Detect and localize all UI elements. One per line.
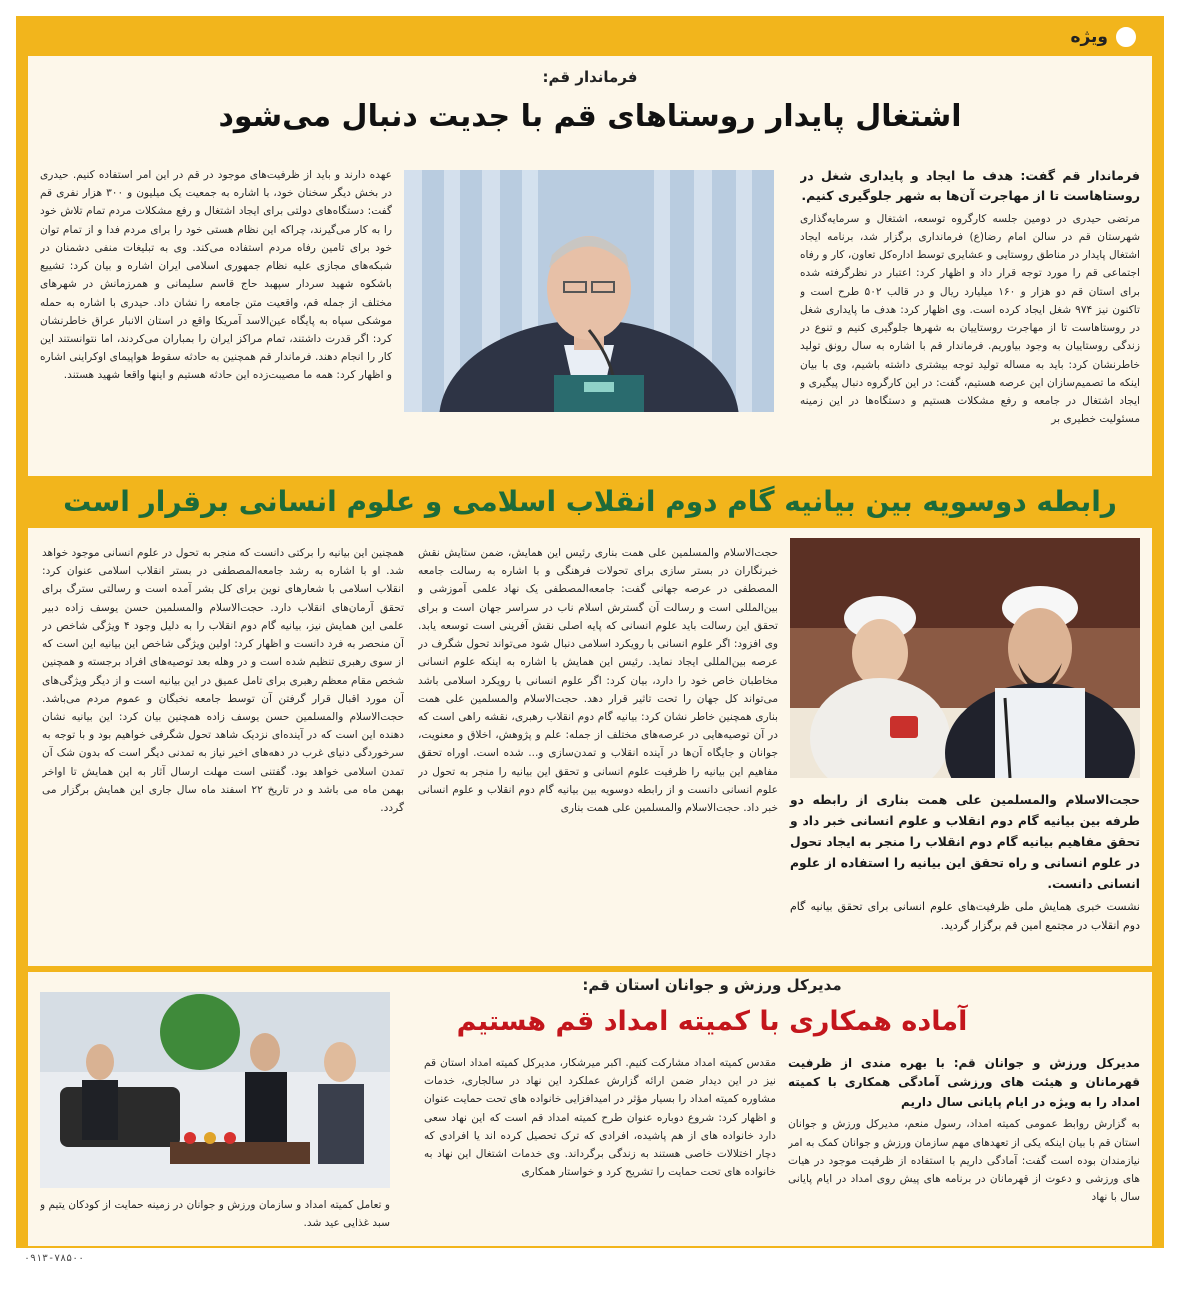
article-2-headline-band [28, 482, 1152, 526]
article-2-photo [790, 538, 1140, 778]
article-2-caption-lead: حجت‌الاسلام والمسلمین علی همت بناری از رابطه دو طرفه بین بیانیه گام دوم انقلاب و علوم انسانی خبر داد و تحقق مفاهیم بیانیه گام دوم انقلاب را منجر به ایجاد تحول در علوم انسانی و راه تحقق این بیانیه را استفاده از علوم انسانی دانست. [790, 793, 1140, 891]
article-2-column-middle: حجت‌الاسلام والمسلمین علی همت بناری رئیس این همایش، ضمن ستایش نقش خبرنگاران در بستر سازی برای تحولات فرهنگی و با اشاره به رسالت جامعه المصطفی در عرصه جهانی گفت: جامعه‌المصطفی یک نهاد علمی آموزشی و بین‌المللی است و رسالت آن گسترش اسلام ناب در سراسر جهان است و برای تحقق این رسالت باید علوم انسانی که پایه اصلی نقش آفرینی است توسعه یابد. وی افزود: اگر علوم انسانی با رویکرد اسلامی دنبال شود می‌تواند تحول شگرف در عرصه بین‌المللی ایجاد نماید. رئیس این همایش با اشاره به اینکه علوم انسانی مخاطبان خاص خود را دارد، بیان کرد: اگر علوم انسانی با رویکرد اسلامی باشد می‌تواند کل جهان را تحت تاثیر قرار دهد. حجت‌الاسلام والمسلمین علی همت بناری همچنین خاطر نشان کرد: بیانیه گام دوم انقلاب رهبری، نقشه راهی است که در آن توصیه‌هایی در عرصه‌های مختلف از جمله: علم و پژوهش، اخلاق و معنویت، جوانان و جایگاه آن‌ها در آینده انقلاب و تمدن‌سازی و... شده است. اوراه تحقق مفاهیم این بیانیه را ظرفیت علوم انسانی و تحقق این بیانیه را منجر به تحول در علوم انسانی دانست و از رابطه دوسویه بین بیانیه گام دوم انقلاب و علوم انسانی خبر داد. حجت‌الاسلام والمسلمین علی همت بناری [418, 547, 778, 815]
footer-code: ۰۹۱۳-۷۸۵۰۰ [24, 1253, 85, 1264]
article-2 [28, 528, 1152, 966]
article-3-kicker: مدیرکل ورزش و جوانان استان قم: [582, 976, 842, 994]
article-1-body-right: مرتضی حیدری در دومین جلسه کارگروه توسعه، اشتغال و سرمایه‌گذاری شهرستان قم در سالن امام رضا(ع) فرمانداری برگزار شد، برنامه ایجاد اشتغال پایدار در مناطق روستایی و عشایری توسط اداره‌کل تعاون، کار و رفاه اجتماعی قم را مورد توجه قرار داد و اظهار کرد: اعتبار در نظرگرفته شده برای استان قم دو هزار و ۱۶۰ میلیارد ریال و در قالب ۵۰۲ طرح است و تاکنون نیز ۹۷۴ شغل ایجاد کرده است. وی اظهار کرد: هدف ما پایداری شغل در روستاهاست تا از مهاجرت روستاییان به شهرها جلوگیری کنیم و تنوع در زندگی روستاییان به وجود بیاوریم. فرماندار قم با اشاره به سال رونق تولید خاطرنشان کرد: باید به مساله تولید توجه بیشتری داشته باشیم، وی با بیان اینکه ما تصمیم‌سازان این عرصه هستیم، گفت: در این کارگروه دنبال پیگیری و ایجاد اشتغال در جامعه و رفع مشکلات هستیم و دستگاه‌ها در این زمینه مسئولیت خطیری بر [800, 212, 1140, 426]
article-1-photo [404, 170, 774, 412]
article-3-photo [40, 992, 390, 1188]
article-3-column-middle: مقدس کمیته امداد مشارکت کنیم. اکبر میرشکار، مدیرکل کمیته امداد استان قم نیز در این دیدار ضمن ارائه گزارش عملکرد این نهاد در سالجاری، خدمات مشاوره کمیته امداد را بسیار مؤثر در امیدافزایی خانواده های تحت حمایت عنوان و اظهار کرد: شروع دوباره عنوان طرح کمیته امداد قم است که این نهاد سعی دارد خانواده های از هم پاشیده، افرادی که ترک تحصیل کرده اند یا افرادی که دچار اختلالات خاصی هستند به زندگی برگرداند. وی خدمات اشتغال این نهاد به خانواده های تحت حمایت را تشریح کرد و خواستار همکاری [424, 1057, 776, 1179]
newspaper-page [16, 16, 1164, 1264]
section-tag-label: ویژه [1070, 27, 1108, 47]
circle-icon [1114, 25, 1138, 49]
article-2-caption [790, 790, 1140, 962]
article-3-body-right: به گزارش روابط عمومی کمیته امداد، رسول منعم، مدیرکل ورزش و جوانان استان قم با بیان اینکه یکی از تعهدهای مهم سازمان ورزش و جوانان کمک به امر نیازمندان بوده است گفت: آمادگی داریم با استفاده از ظرفیت موجود در هیات های ورزشی و دعوت از قهرمانان در برنامه های پیش روی امداد در ایام پایانی سال با نهاد [788, 1118, 1140, 1204]
article-3-lead: مدیرکل ورزش و جوانان قم: با بهره مندی از ظرفیت قهرمانان و هیئت های ورزشی آمادگی همکاری با کمیته امداد را به ویژه در ایام پایانی سال داریم [788, 1056, 1140, 1109]
section-tag [1070, 24, 1138, 50]
article-3-headline: آماده همکاری با کمیته امداد قم هستیم [456, 1006, 968, 1037]
article-1-kicker: فرماندار قم: [542, 68, 638, 86]
article-3 [28, 972, 1152, 1246]
article-1 [28, 56, 1152, 476]
article-3-column-left: و تعامل کمیته امداد و سازمان ورزش و جوانان در زمینه حمایت از کودکان یتیم و سبد غذایی عید شد. [40, 1199, 390, 1230]
article-1-column-right [800, 166, 1140, 472]
article-1-headline: اشتغال پایدار روستاهای قم با جدیت دنبال می‌شود [218, 99, 962, 134]
article-1-lead: فرماندار قم گفت: هدف ما ایجاد و پایداری شغل در روستاهاست تا از مهاجرت آن‌ها به شهر جلوگیری کنیم. [800, 168, 1140, 204]
article-1-column-left: عهده دارند و باید از ظرفیت‌های موجود در قم در این امر استفاده کنیم. حیدری در بخش دیگر سخنان خود، با اشاره به جمعیت یک میلیون و ۳۰۰ هزار نفری قم گفت: دستگاه‌های دولتی برای ایجاد اشتغال و رفع مشکلات مردم تمام تلاش خود را به کار می‌گیرند، چراکه این نظام هستی خود را برای مردم فدا و از تمام توان خود برای تامین رفاه مردم استفاده می‌کند. وی به تبلیغات منفی دشمنان در شبکه‌های مجازی علیه نظام جمهوری اسلامی ایران اشاره و بیان کرد: تشییع باشکوه شهید سردار سپهبد حاج قاسم سلیمانی و همرزمانش در شهرهای مختلف از جمله قم، واقعیت متن جامعه را نشان داد. حیدری با اشاره به حمله موشکی سپاه به پایگاه عین‌الاسد آمریکا واقع در استان الانبار عراق خاطرنشان کرد: اگر قدرت داشتند، تمام مراکز ایران را بمباران می‌کردند، اما نتوانستند این کار را انجام دهند. فرماندار قم همچنین به حادثه سقوط هواپیمای اوکراینی اشاره و اظهار کرد: همه ما مصیبت‌زده این حادثه هستیم و اینها واقعا شهید هستند. [40, 169, 392, 382]
article-3-column-right [788, 1054, 1140, 1244]
article-2-column-left: همچنین این بیانیه را برکتی دانست که منجر به تحول در علوم انسانی موجود خواهد شد. او با اشاره به رشد جامعه‌المصطفی در بستر انقلاب اسلامی عنوان کرد: انقلاب اسلامی با شعارهای نوین برای کل بشر آمده است و رسالتی سترگ برای تحقق آرمان‌های انقلاب دارد. حجت‌الاسلام والمسلمین حسن یوسف زاده دبیر علمی این همایش نیز، بیانیه گام دوم انقلاب را به دلیل وجود ۴ ویژگی شاخص در آن منحصر به فرد دانست و اظهار کرد: اولین ویژگی شاخص این بیانیه این است که از سوی رهبری تنظیم شده است و در وهله بعد توصیه‌های افراد برجسته و همچنین شخص مقام معظم رهبری برای تامل عمیق در این بیانیه است و از دیگر ویژگی‌های آن مورد اقبال قرار گرفتن آن توسط جامعه نخبگان و عموم مردم می‌باشد. حجت‌الاسلام والمسلمین حسن یوسف زاده همچنین بیان کرد: این بیانیه نشان دهنده این است که در آینده‌ای نزدیک شاهد تحول شگرفی خواهیم بود و با توجه به سرخوردگی دنیای غرب در دهه‌های اخیر نیاز به تمدنی دیگر است که بدون شک آن تمدن اسلامی خواهد بود. گفتنی است مهلت ارسال آثار به این همایش تا اواخر بهمن ماه می باشد و در تاریخ ۲۲ اسفند ماه سال جاری این همایش برگزار می گردد. [42, 547, 404, 815]
article-2-headline: رابطه دوسویه بین بیانیه گام دوم انقلاب اسلامی و علوم انسانی برقرار است [63, 485, 1117, 518]
article-2-caption-body: نشست خبری همایش ملی ظرفیت‌های علوم انسانی برای تحقق بیانیه گام دوم انقلاب در مجتمع امین قم برگزار گردید. [790, 900, 1140, 932]
